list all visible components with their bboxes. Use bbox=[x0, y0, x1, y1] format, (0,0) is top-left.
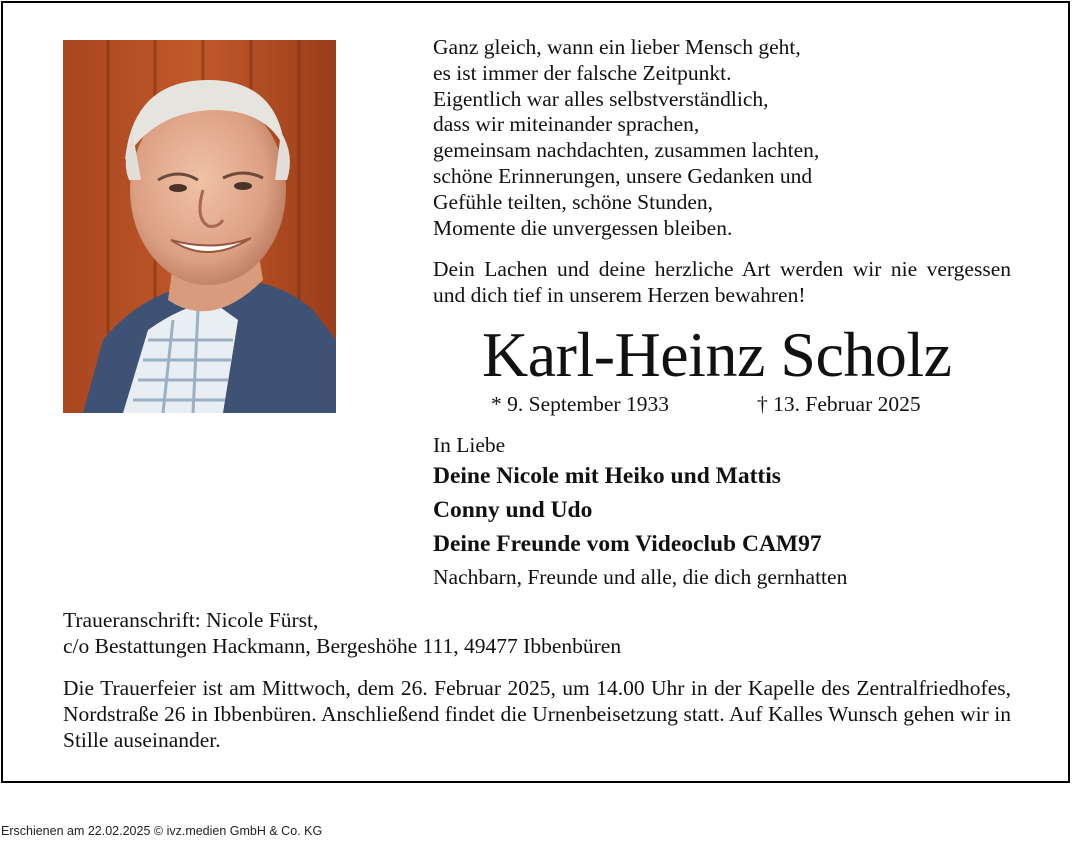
deceased-name: Karl-Heinz Scholz bbox=[482, 319, 952, 390]
mourning-address bbox=[63, 607, 1013, 659]
portrait-photo bbox=[63, 40, 336, 413]
poem-line: gemeinsam nachdachten, zusammen lachten, bbox=[433, 138, 820, 163]
poem-line: Eigentlich war alles selbstverständlich, bbox=[433, 86, 769, 111]
poem-line: Gefühle teilten, schöne Stunden, bbox=[433, 189, 714, 214]
death-date: † 13. Februar 2025 bbox=[757, 392, 921, 416]
ceremony-info: Die Trauerfeier ist am Mittwoch, dem 26. Februar 2025, um 14.00 Uhr in der Kapelle des Zentralfriedhofes, Nordstraße 26 in Ibbenbüren. Anschließend findet die Urnenbeisetzung statt. Auf Kalles Wunsch gehen wir in Stille auseinander. bbox=[63, 676, 1011, 752]
publication-footer: Erschienen am 22.02.2025 © ivz.medien GmbH & Co. KG bbox=[1, 824, 323, 838]
mourners-others: Nachbarn, Freunde und alle, die dich gernhatten bbox=[433, 565, 848, 589]
poem-line: dass wir miteinander sprachen, bbox=[433, 112, 700, 137]
mourners-block bbox=[433, 432, 1023, 593]
memorial-poem bbox=[433, 35, 1013, 241]
birth-date: * 9. September 1933 bbox=[491, 392, 669, 416]
mourner-name: Deine Nicole mit Heiko und Mattis bbox=[433, 463, 781, 489]
mourner-name: Conny und Udo bbox=[433, 497, 593, 523]
mourner-name: Deine Freunde vom Videoclub CAM97 bbox=[433, 531, 822, 557]
tribute-text: Dein Lachen und deine herzliche Art werden wir nie vergessen und dich tief in unserem Herzen bewahren! bbox=[433, 257, 1011, 307]
poem-line: es ist immer der falsche Zeitpunkt. bbox=[433, 60, 732, 85]
address-line: Traueranschrift: Nicole Fürst, bbox=[63, 608, 319, 632]
poem-line: Ganz gleich, wann ein lieber Mensch geht, bbox=[433, 35, 801, 59]
poem-line: schöne Erinnerungen, unsere Gedanken und bbox=[433, 163, 813, 188]
mourners-intro: In Liebe bbox=[433, 433, 506, 457]
poem-line: Momente die unvergessen bleiben. bbox=[433, 215, 733, 240]
address-line: c/o Bestattungen Hackmann, Bergeshöhe 111, 49477 Ibbenbüren bbox=[63, 634, 622, 658]
